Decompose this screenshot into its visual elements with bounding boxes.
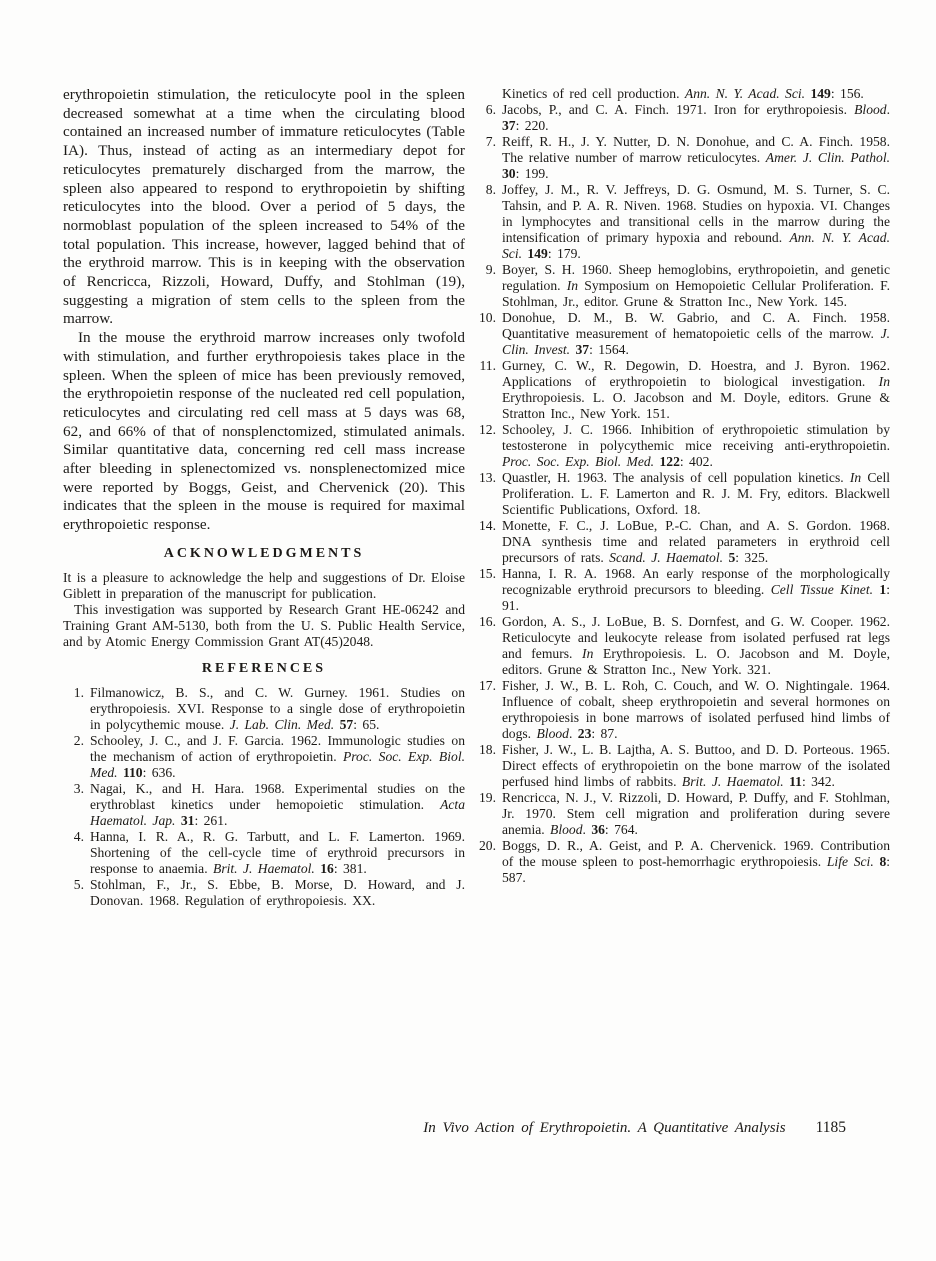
reference-text: Jacobs, P., and C. A. Finch. 1971. Iron for erythropoiesis. Blood. 37: 220. [502, 102, 890, 133]
reference-text: Schooley, J. C., and J. F. Garcia. 1962. Immunologic studies on the mechanism of action of erythropoietin. Proc. Soc. Exp. Biol. Med. 110: 636. [90, 732, 465, 780]
reference-text: Donohue, D. M., B. W. Gabrio, and C. A. Finch. 1958. Quantitative measurement of hematopoietic cells of the marrow. J. Clin. Invest. 37: 1564. [502, 310, 890, 357]
reference-number: 14. [479, 518, 496, 533]
left-column [63, 86, 465, 909]
reference-item [475, 182, 890, 262]
reference-number: 11. [479, 358, 496, 373]
reference-item [475, 358, 890, 422]
reference-list-left [63, 685, 465, 909]
reference-number: 18. [479, 742, 496, 757]
reference-number: 13. [479, 470, 496, 485]
reference-item [475, 310, 890, 358]
two-column-layout [63, 86, 890, 909]
reference-item [475, 518, 890, 566]
reference-list-right [475, 102, 890, 886]
reference-text: Filmanowicz, B. S., and C. W. Gurney. 1961. Studies on erythropoiesis. XVI. Response to a single dose of erythropoietin in polycythemic mouse. J. Lab. Clin. Med. 57: 65. [90, 684, 465, 732]
reference-number: 5. [73, 876, 84, 892]
reference-number: 16. [479, 614, 496, 629]
reference-text: Monette, F. C., J. LoBue, P.-C. Chan, and A. S. Gordon. 1968. DNA synthesis time and related parameters in erythroid cell precursors of rats. Scand. J. Haematol. 5: 325. [502, 518, 890, 565]
reference-item [475, 678, 890, 742]
reference-number: 12. [479, 422, 496, 437]
reference-text: Boggs, D. R., A. Geist, and P. A. Chervenick. 1969. Contribution of the mouse spleen to post-hemorrhagic erythropoiesis. Life Sci. 8: 587. [502, 838, 891, 885]
reference-number: 4. [73, 828, 84, 844]
reference-continuation: Kinetics of red cell production. Ann. N. Y. Acad. Sci. 149: 156. [502, 86, 864, 101]
reference-item [475, 262, 890, 310]
references-heading: REFERENCES [201, 660, 327, 676]
reference-number: 1. [73, 684, 84, 700]
reference-number: 2. [73, 732, 84, 748]
reference-item [475, 790, 890, 838]
reference-number: 10. [479, 310, 496, 325]
reference-number: 9. [485, 262, 496, 277]
reference-item [63, 733, 465, 781]
reference-number: 7. [485, 134, 496, 149]
reference-item [475, 134, 890, 182]
reference-text: Hanna, I. R. A., R. G. Tarbutt, and L. F. Lamerton. 1969. Shortening of the cell-cycle time of erythroid precursors in response to anaemia. Brit. J. Haematol. 16: 381. [90, 828, 465, 876]
reference-text: Rencricca, N. J., V. Rizzoli, D. Howard, P. Duffy, and F. Stohlman, Jr. 1970. Stem cell migration and proliferation during severe anemia. Blood. 36: 764. [502, 790, 890, 837]
reference-text: Fisher, J. W., B. L. Roh, C. Couch, and W. O. Nightingale. 1964. Influence of cobalt, sheep erythropoietin and several hormones on erythropoiesis in bone marrows of isolated perfused hind limbs of dogs. Blood. 23: 87. [502, 678, 890, 741]
reference-item [63, 877, 465, 909]
reference-number: 17. [479, 678, 496, 693]
acknowledgments-heading: ACKNOWLEDGMENTS [163, 545, 365, 561]
reference-number: 6. [485, 102, 496, 117]
reference-text: Stohlman, F., Jr., S. Ebbe, B. Morse, D. Howard, and J. Donovan. 1968. Regulation of erythropoiesis. XX. [90, 876, 465, 908]
reference-item [63, 685, 465, 733]
reference-text: Fisher, J. W., L. B. Lajtha, A. S. Buttoo, and D. D. Porteous. 1965. Direct effects of erythropoietin on the bone marrow of the isolated perfused hind limbs of rabbits. Brit. J. Haematol. 11: 342. [502, 742, 890, 789]
reference-text: Gordon, A. S., J. LoBue, B. S. Dornfest, and G. W. Cooper. 1962. Reticulocyte and leukocyte release from isolated perfused rat legs and femurs. In Erythropoiesis. L. O. Jacobson and M. Doyle, editors. Grune & Stratton Inc., New York. 321. [502, 614, 890, 677]
reference-number: 3. [73, 780, 84, 796]
body-paragraph-1: erythropoietin stimulation, the reticulocyte pool in the spleen decreased somewhat at a time when the circulating blood contained an increased number of immature reticulocytes (Table IA). Thus, instead of acting as an intermediary depot for reticulocytes prematurely discharged from the marrow, the spleen also appeared to respond to erythropoietin by shifting reticulocytes into the blood. Over a period of 5 days, the normoblast population of the spleen increased to 54% of the total population. This increase, however, lagged behind that of the erythroid marrow. This is in keeping with the observation of Rencricca, Rizzoli, Howard, Duffy, and Stohlman (19), suggesting a migration of stem cells to the spleen from the marrow. [63, 86, 465, 328]
reference-text: Gurney, C. W., R. Degowin, D. Hoestra, and J. Byron. 1962. Applications of erythropoietin to biological investigation. In Erythropoiesis. L. O. Jacobson and M. Doyle, editors. Grune & Stratton Inc., New York. 151. [502, 358, 890, 421]
reference-item [475, 102, 890, 134]
reference-text: Quastler, H. 1963. The analysis of cell population kinetics. In Cell Proliferation. L. F. Lamerton and R. J. M. Fry, editors. Blackwell Scientific Publications, Oxford. 18. [502, 470, 890, 517]
reference-number: 15. [479, 566, 496, 581]
running-title: In Vivo Action of Erythropoietin. A Quantitative Analysis [423, 1120, 786, 1136]
reference-text: Schooley, J. C. 1966. Inhibition of erythropoietic stimulation by testosterone in polycythemic mice receiving anti-erythropoietin. Proc. Soc. Exp. Biol. Med. 122: 402. [502, 422, 890, 469]
reference-item [475, 422, 890, 470]
reference-text: Boyer, S. H. 1960. Sheep hemoglobins, erythropoietin, and genetic regulation. In Symposium on Hemopoietic Cellular Proliferation. F. Stohlman, Jr., editor. Grune & Stratton Inc., New York. 145. [502, 262, 890, 309]
page-number: 1185 [815, 1119, 846, 1136]
reference-item [475, 838, 890, 886]
acknowledgments-paragraph-1: It is a pleasure to acknowledge the help and suggestions of Dr. Eloise Giblett in preparation of the manuscript for publication. [63, 569, 465, 601]
body-paragraph-2: In the mouse the erythroid marrow increases only twofold with stimulation, and further erythropoiesis takes place in the spleen. When the spleen of mice has been previously removed, the erythropoietin response of the nucleated red cell population, reticulocytes and circulating red cell mass at 5 days was 68, 62, and 66% of that of nonsplenctomized, stimulated animals. Similar quantitative data, concerning red cell mass increase after bleeding in splenectomized vs. nonsplenectomized mice were reported by Boggs, Geist, and Chervenick (20). This indicates that the spleen in the mouse is required for maximal erythropoietic response. [63, 329, 465, 534]
reference-item [475, 614, 890, 678]
reference-item [475, 470, 890, 518]
reference-item [475, 742, 890, 790]
reference-text: Hanna, I. R. A. 1968. An early response of the morphologically recognizable erythroid precursors to bleeding. Cell Tissue Kinet. 1: 91. [502, 566, 890, 613]
reference-item [63, 829, 465, 877]
reference-item [475, 566, 890, 614]
reference-number: 8. [485, 182, 496, 197]
page-footer [0, 1119, 936, 1137]
right-column [475, 86, 890, 909]
acknowledgments-paragraph-2: This investigation was supported by Research Grant HE-06242 and Training Grant AM-5130, both from the U. S. Public Health Service, and by Atomic Energy Commission Grant AT(45)2048. [63, 601, 465, 649]
reference-text: Nagai, K., and H. Hara. 1968. Experimental studies on the erythroblast kinetics under hemopoietic stimulation. Acta Haematol. Jap. 31: 261. [90, 780, 465, 828]
reference-number: 19. [479, 790, 496, 805]
reference-number: 20. [479, 838, 496, 853]
reference-text: Joffey, J. M., R. V. Jeffreys, D. G. Osmund, M. S. Turner, S. C. Tahsin, and P. A. R. Niven. 1968. Studies on hypoxia. VI. Changes in lymphocytes and transitional cells in the marrow during the intensification of primary hypoxia and rebound. Ann. N. Y. Acad. Sci. 149: 179. [502, 182, 890, 261]
reference-item [63, 781, 465, 829]
reference-text: Reiff, R. H., J. Y. Nutter, D. N. Donohue, and C. A. Finch. 1958. The relative number of marrow reticulocytes. Amer. J. Clin. Pathol. 30: 199. [502, 134, 890, 181]
